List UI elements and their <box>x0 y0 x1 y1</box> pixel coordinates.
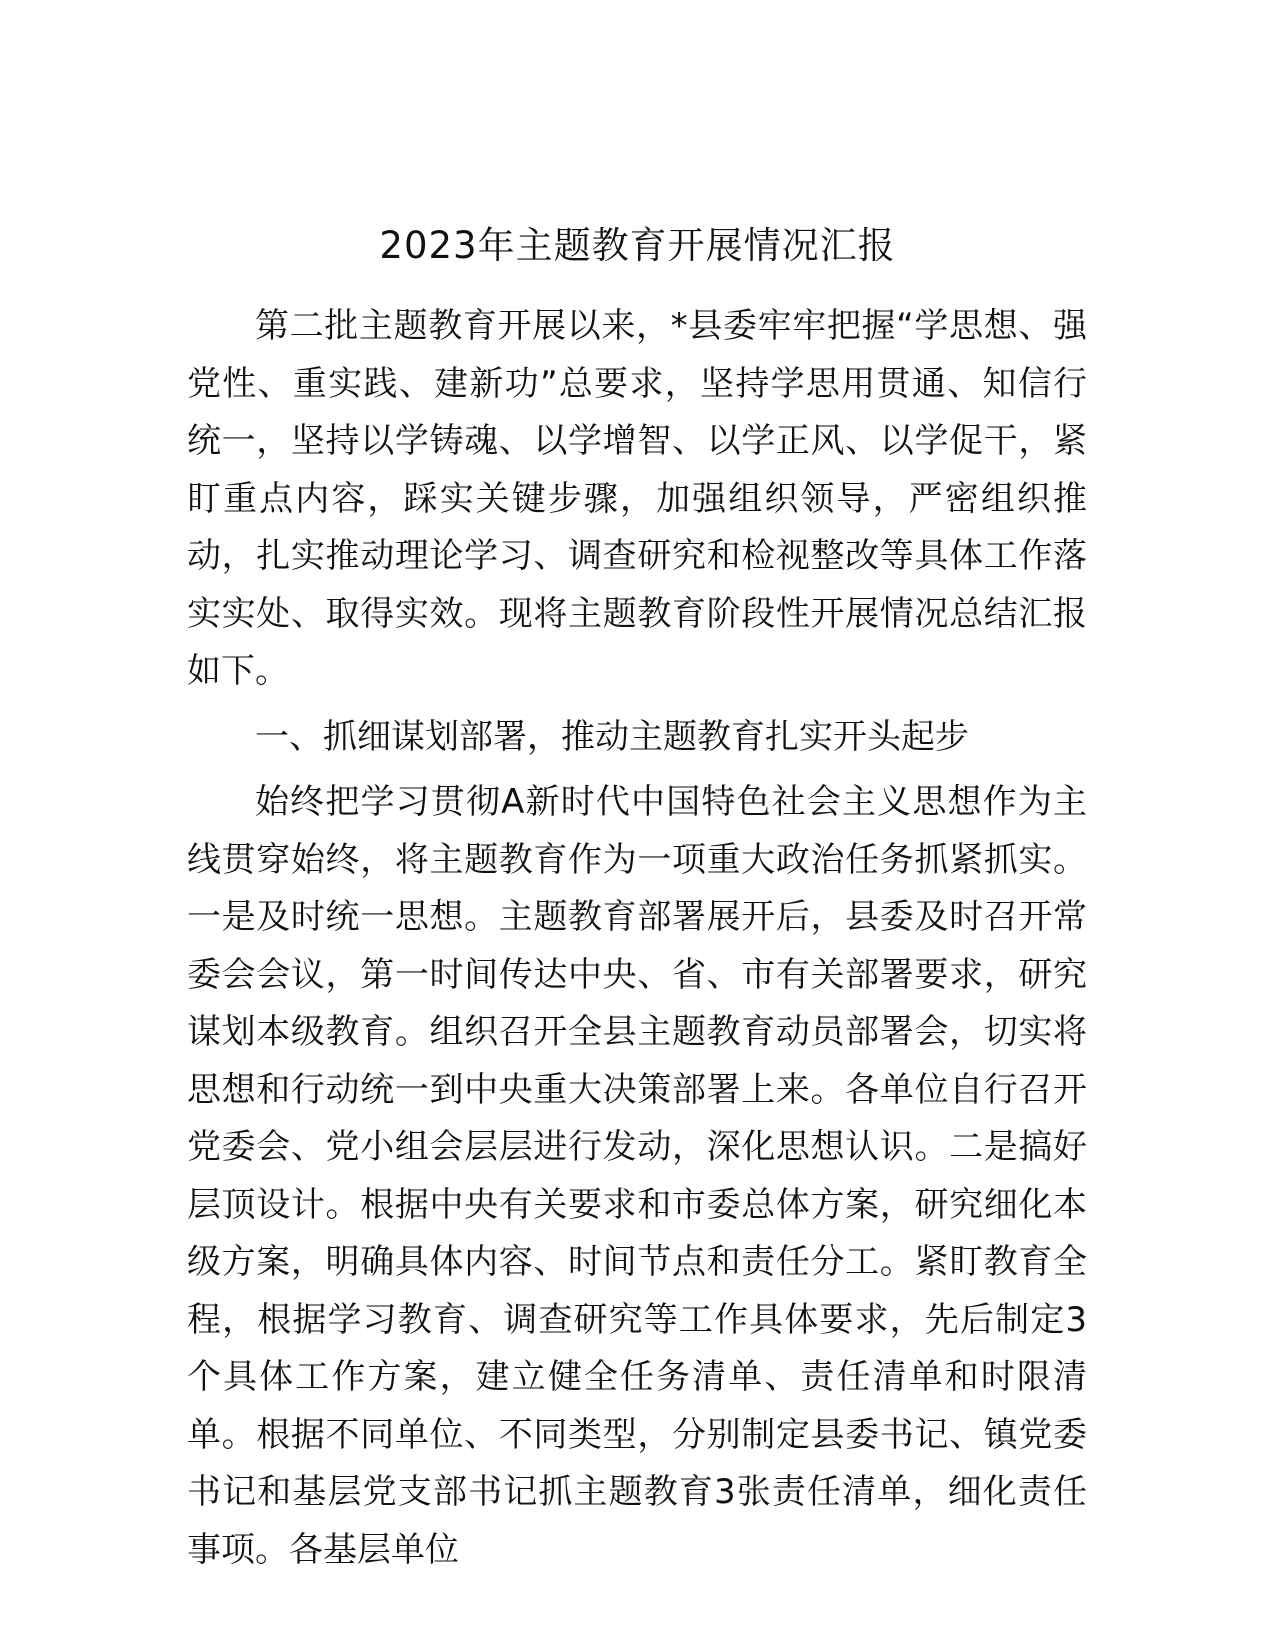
section-heading: 一、抓细谋划部署，推动主题教育扎实开头起步 <box>255 716 969 757</box>
document-title: 2023年主题教育开展情况汇报 <box>379 224 896 267</box>
intro-paragraph: 第二批主题教育开展以来，*县委牢牢把握“学思想、强党性、重实践、建新功”总要求，坚持学思用贯通、知信行统一，坚持以学铸魂、以学增智、以学正风、以学促干，紧盯重点内容，踩实关键步骤，加强组织领导，严密组织推动，扎实推动理论学习、调查研究和检视整改等具体工作落实实处、取得实效。现将主题教育阶段性开展情况总结汇报如下。 <box>187 306 1087 691</box>
document-body <box>187 298 1087 1579</box>
section-paragraph: 始终把学习贯彻A新时代中国特色社会主义思想作为主线贯穿始终，将主题教育作为一项重大政治任务抓紧抓实。一是及时统一思想。主题教育部署展开后，县委及时召开常委会会议，第一时间传达中央、省、市有关部署要求，研究谋划本级教育。组织召开全县主题教育动员部署会，切实将思想和行动统一到中央重大决策部署上来。各单位自行召开党委会、党小组会层层进行发动，深化思想认识。二是搞好层顶设计。根据中央有关要求和市委总体方案，研究细化本级方案，明确具体内容、时间节点和责任分工。紧盯教育全程，根据学习教育、调查研究等工作具体要求，先后制定3个具体工作方案，建立健全任务清单、责任清单和时限清单。根据不同单位、不同类型，分别制定县委书记、镇党委书记和基层党支部书记抓主题教育3张责任清单，细化责任事项。各基层单位 <box>187 782 1087 1570</box>
